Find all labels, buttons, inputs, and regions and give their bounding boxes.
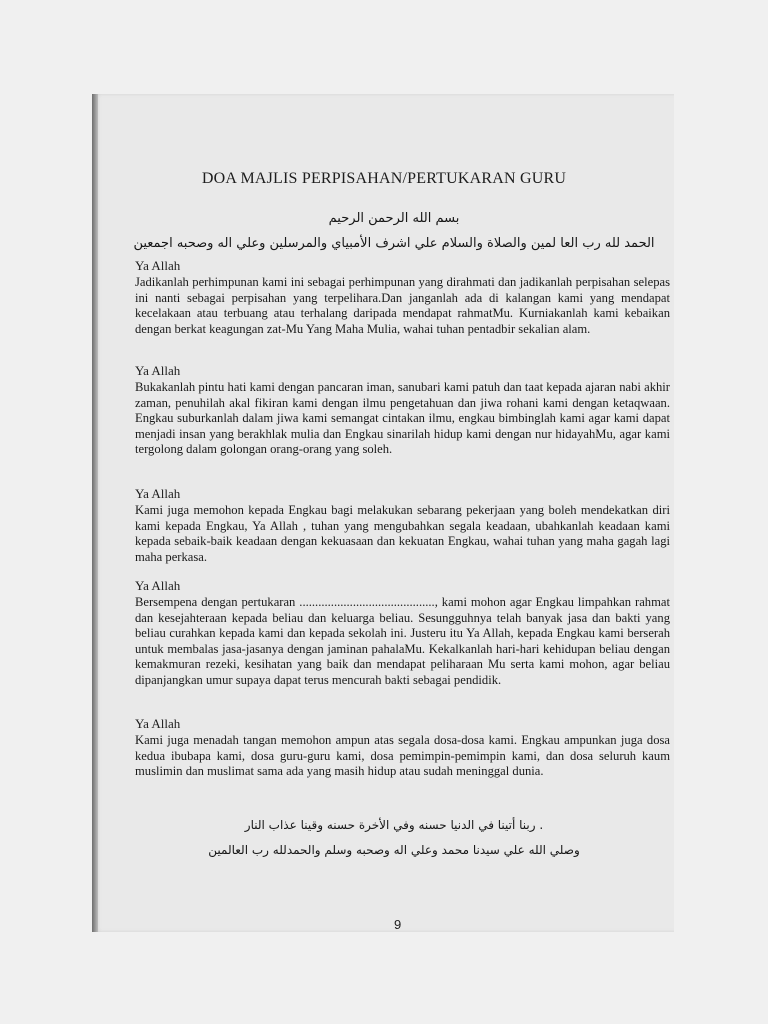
arabic-basmala: بسم الله الرحمن الرحيم bbox=[328, 211, 460, 226]
arabic-closing-salawat: وصلي الله علي سيدنا محمد وعلي اله وصحبه وسلم والحمدلله رب العالمين bbox=[208, 843, 580, 857]
section-body: Kami juga memohon kepada Engkau bagi melakukan sebarang pekerjaan yang boleh mendekatkan diri kami kepada Engkau, Ya Allah , tuhan yang mengubahkan segala keadaan, ubahkanlah keadaan kami kepada sebaik-baik keadaan dengan kekuasaan dan kekuatan Engkau, wahai tuhan yang maha gagah lagi maha perkasa. bbox=[135, 503, 670, 564]
scan-binding-shadow bbox=[92, 94, 98, 932]
prayer-section bbox=[135, 363, 670, 458]
prayer-section bbox=[135, 258, 670, 337]
section-body: Jadikanlah perhimpunan kami ini sebagai perhimpunan yang dirahmati dan jadikanlah perpisahan selepas ini nanti sebagai perpisahan yang terpelihara.Dan janganlah ada di kalangan kami yang mendapat kecelakaan atau terbuang atau terhalang daripada mendapat rahmatMu. Kurniakanlah kami kebaikan dengan berkat keagungan zat-Mu Yang Maha Mulia, wahai tuhan pentadbir sekalian alam. bbox=[135, 275, 670, 336]
document-title: DOA MAJLIS PERPISAHAN/PERTUKARAN GURU bbox=[201, 170, 567, 187]
arabic-opening-praise: الحمد لله رب العا لمين والصلاة والسلام علي اشرف الأمبياي والمرسلين وعلي اله وصحبه اجمعين bbox=[133, 236, 655, 251]
section-heading: Ya Allah bbox=[135, 716, 181, 731]
arabic-closing-dua: . ربنا أتينا في الدنيا حسنه وفي الأخرة حسنه وقينا عذاب النار bbox=[244, 818, 544, 832]
section-heading: Ya Allah bbox=[135, 578, 181, 593]
section-heading: Ya Allah bbox=[135, 258, 181, 273]
section-heading: Ya Allah bbox=[135, 363, 181, 378]
section-heading: Ya Allah bbox=[135, 486, 181, 501]
section-body: Bukakanlah pintu hati kami dengan pancaran iman, sanubari kami patuh dan taat kepada ajaran nabi akhir zaman, penuhilah akal fikiran kami dengan ilmu pengetahuan dan jiwa rohani kami dengan ketaqwaan. Engkau suburkanlah dalam jiwa kami semangat cintakan ilmu, engkau bimbinglah kami agar kami dapat menjadi insan yang berakhlak mulia dan Engkau sinarilah hidup kami dengan nur hidayahMu, agar kami tergolong dalam golongan orang-orang yang soleh. bbox=[135, 380, 670, 457]
section-body: Kami juga menadah tangan memohon ampun atas segala dosa-dosa kami. Engkau ampunkan juga dosa kedua ibubapa kami, dosa guru-guru kami, dosa pemimpin-pemimpin kami, dan dosa seluruh kaum muslimin dan muslimat sama ada yang masih hidup atau sudah meninggal dunia. bbox=[135, 733, 670, 779]
prayer-section bbox=[135, 578, 670, 689]
section-body: Bersempena dengan pertukaran ..........................................., kami mohon agar Engkau limpahkan rahmat dan kesejahteraan kepada beliau dan keluarga beliau. Sesungguhnya telah banyak jasa dan bakti yang beliau curahkan kepada kami dan kepada sekolah ini. Justeru itu Ya Allah, kepada Engkau kami berserah untuk membalas jasa-jasanya dengan jaminan pahalaMu. Kekalkanlah hari-hari kehidupan beliau dengan kemakmuran rezeki, kesihatan yang baik dan mendapat peliharaan Mu serta kami mohon, agar beliau dipanjangkan umur supaya dapat terus mencurah bakti sebagai pendidik. bbox=[135, 595, 670, 687]
prayer-section bbox=[135, 716, 670, 780]
prayer-section bbox=[135, 486, 670, 565]
page-number: 9 bbox=[394, 917, 402, 932]
